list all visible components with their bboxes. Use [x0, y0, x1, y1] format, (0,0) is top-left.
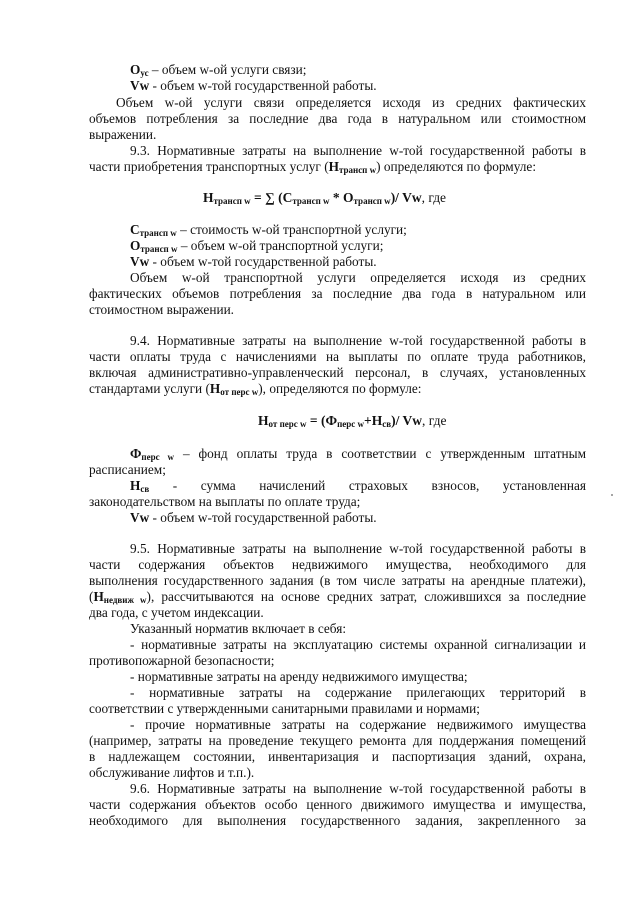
scan-speck [611, 494, 613, 496]
section-9-5-heading: 9.5. Нормативные затраты на выполнение w-той государственной работы в [130, 541, 586, 556]
definition-vw: Vw - объем w-той государственной работы. [130, 78, 377, 93]
list-item: - нормативные затраты на эксплуатацию системы охранной сигнализации и [130, 637, 586, 652]
definition-o-us: $О_{ус}$ – объем w-ой услуги связи; [130, 62, 307, 78]
paragraph-line: Указанный норматив включает в себя: [130, 621, 347, 636]
paragraph-line: включая административно-управленческий персонал, в случаях, установленных [89, 365, 586, 380]
paragraph-line: противопожарной безопасности; [89, 653, 275, 668]
paragraph-line: расписанием; [89, 462, 166, 477]
paragraph-line: $(Н_{недвиж w})$, рассчитываются на основе средних затрат, сложившихся за последние [89, 589, 586, 605]
definition-f-pers: $Ф_{перс w}$ – фонд оплаты труда в соответствии с утвержденным штатным [130, 446, 586, 462]
paragraph-line: части приобретения транспортных услуг $(Н_{трансп w})$ определяются по формуле: [89, 159, 537, 175]
paragraph-line: Объем w-ой услуги связи определяется исходя из средних фактических [116, 95, 586, 110]
paragraph-line: выполнения государственного задания (в том числе затраты на арендные платежи), [89, 573, 586, 588]
paragraph-line: законодательством на выплаты по оплате труда; [89, 494, 361, 509]
definition-c-transp: $С_{трансп w}$ – стоимость w-ой транспортной услуги; [130, 222, 407, 238]
formula-labor: $Н_{от перс w} = (Ф_{перс w}+Н_{св})/$ Vw, где [258, 413, 447, 429]
paragraph-line: соответствии с утвержденными санитарными правилами и нормами; [89, 701, 480, 716]
definition-o-transp: $О_{трансп w}$ – объем w-ой транспортной услуги; [130, 238, 384, 254]
paragraph-line: обслуживание лифтов и т.п.). [89, 765, 255, 780]
paragraph-line: выражении. [89, 127, 157, 142]
list-item: - прочие нормативные затраты на содержание недвижимого имущества [130, 717, 586, 732]
section-9-4-heading: 9.4. Нормативные затраты на выполнение w-той государственной работы в [130, 333, 586, 348]
list-item: - нормативные затраты на аренду недвижимого имущества; [130, 669, 468, 684]
paragraph-line: части содержания объектов недвижимого имущества, необходимого для [89, 557, 586, 572]
paragraph-line: части оплаты труда с начислениями на выплаты по оплате труда работников, [89, 349, 586, 364]
list-item: - нормативные затраты на содержание прилегающих территорий в [130, 685, 586, 700]
definition-vw: Vw - объем w-той государственной работы. [130, 510, 377, 525]
definition-n-sv: $Н_{св}$ - сумма начислений страховых взносов, установленная [130, 478, 586, 494]
formula-transport: $Н_{трансп w}$ = ∑ $(С_{трансп w} * О_{трансп w})/$ Vw, где [203, 190, 447, 206]
paragraph-line: части содержания объектов особо ценного движимого имущества и имущества, [89, 797, 586, 812]
paragraph-line: объемов потребления за последние два года в натуральном или стоимостном [89, 111, 586, 126]
paragraph-line: необходимого для выполнения государственного задания, закрепленного за [89, 813, 586, 828]
paragraph-line: стандартами услуги $(Н_{от перс w})$, определяются по формуле: [89, 381, 422, 397]
paragraph-line: фактических объемов потребления за последние два года в натуральном или [89, 286, 586, 301]
paragraph-line: стоимостном выражении. [89, 302, 235, 317]
section-9-3-heading: 9.3. Нормативные затраты на выполнение w-той государственной работы в [130, 143, 586, 158]
section-9-6-heading: 9.6. Нормативные затраты на выполнение w-той государственной работы в [130, 781, 586, 796]
paragraph-line: два года, с учетом индексации. [89, 605, 264, 620]
paragraph-line: Объем w-ой транспортной услуги определяется исходя из средних [130, 270, 586, 285]
definition-vw: Vw - объем w-той государственной работы. [130, 254, 377, 269]
paragraph-line: в надлежащем состоянии, инвентаризация и паспортизация зданий, охрана, [89, 749, 586, 764]
paragraph-line: (например, затраты на проведение текущего ремонта для поддержания помещений [89, 733, 586, 748]
